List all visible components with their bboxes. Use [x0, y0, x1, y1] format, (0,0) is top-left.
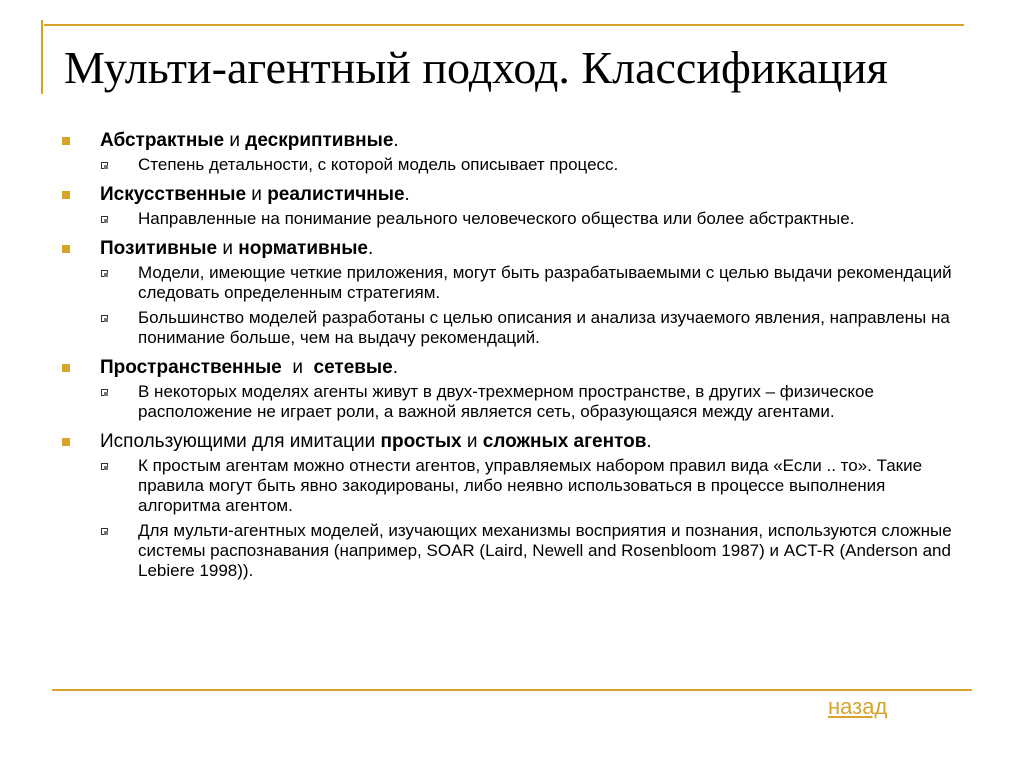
- sub-item-text: К простым агентам можно отнести агентов, управляемых набором правил вида «Если .. то». Такие правила могут быть явно закодированы, либо неявно использоваться в процессе выполнения алгоритма агентом.: [138, 456, 923, 515]
- sub-list: [100, 155, 960, 175]
- term: Искусственные: [100, 184, 247, 205]
- term: реалистичные: [267, 184, 405, 205]
- connector: и: [246, 184, 268, 205]
- item-heading: [100, 357, 960, 379]
- sub-item: [100, 382, 960, 422]
- hollow-square-bullet-icon: [101, 463, 108, 470]
- sub-item: [100, 263, 960, 303]
- bottom-rule: [52, 689, 972, 691]
- punctuation: .: [368, 238, 374, 259]
- punctuation: .: [646, 431, 652, 452]
- term: нормативные: [238, 238, 368, 259]
- square-bullet-icon: [62, 191, 70, 199]
- sub-item-text: Направленные на понимание реального человеческого общества или более абстрактные.: [138, 209, 855, 228]
- sub-item: [100, 456, 960, 516]
- page-title: Мульти-агентный подход. Классификация: [64, 42, 888, 93]
- square-bullet-icon: [62, 364, 70, 372]
- list-item: [60, 184, 960, 229]
- connector: и: [281, 357, 314, 378]
- connector: и: [461, 431, 483, 452]
- item-heading: [100, 184, 960, 206]
- back-link[interactable]: назад: [828, 694, 888, 719]
- square-bullet-icon: [62, 245, 70, 253]
- item-text: Использующими для имитации: [100, 431, 381, 452]
- sub-item: [100, 308, 960, 348]
- punctuation: .: [392, 357, 399, 378]
- bullet-list: [60, 130, 960, 586]
- sub-item-text: Модели, имеющие четкие приложения, могут быть разрабатываемыми с целью выдачи рекомендаций следовать определенным стратегиям.: [138, 263, 952, 302]
- sub-list: [100, 263, 960, 348]
- hollow-square-bullet-icon: [101, 315, 108, 322]
- list-item: [60, 130, 960, 175]
- left-rule: [41, 20, 43, 94]
- list-item: [60, 357, 960, 422]
- sub-item-text: Степень детальности, с которой модель описывает процесс.: [138, 155, 619, 174]
- term: сетевые: [313, 357, 393, 378]
- square-bullet-icon: [62, 137, 70, 145]
- item-heading: [100, 130, 960, 152]
- connector: и: [217, 238, 239, 259]
- punctuation: .: [393, 130, 399, 151]
- sub-item-text: В некоторых моделях агенты живут в двух-трехмерном пространстве, в других – физическое расположение не играет роли, а важной является сеть, образующаяся между агентами.: [138, 382, 874, 421]
- hollow-square-bullet-icon: [101, 216, 108, 223]
- sub-item: [100, 521, 960, 581]
- list-item: [60, 238, 960, 348]
- item-heading: [100, 238, 960, 260]
- item-heading: [100, 431, 960, 453]
- sub-item: [100, 209, 960, 229]
- term: Позитивные: [100, 238, 218, 259]
- term: дескриптивные: [245, 130, 394, 151]
- hollow-square-bullet-icon: [101, 528, 108, 535]
- punctuation: .: [404, 184, 410, 205]
- sub-item-text: Большинство моделей разработаны с целью описания и анализа изучаемого явления, направлены на понимание больше, чем на выдачу рекомендаций.: [138, 308, 950, 347]
- sub-item-text: Для мульти-агентных моделей, изучающих механизмы восприятия и познания, используются сложные системы распознавания (например, SOAR (Laird, Newell and Rosenbloom 1987) и ACT-R (Anderson and Lebiere 1998)).: [138, 521, 952, 580]
- connector: и: [224, 130, 246, 151]
- square-bullet-icon: [62, 438, 70, 446]
- term: Пространственные: [100, 357, 282, 378]
- sub-list: [100, 456, 960, 581]
- sub-item: [100, 155, 960, 175]
- term: простых: [380, 431, 462, 452]
- hollow-square-bullet-icon: [101, 162, 108, 169]
- hollow-square-bullet-icon: [101, 270, 108, 277]
- sub-list: [100, 382, 960, 422]
- top-rule: [44, 24, 964, 26]
- term: сложных агентов: [482, 431, 647, 452]
- hollow-square-bullet-icon: [101, 389, 108, 396]
- sub-list: [100, 209, 960, 229]
- list-item: [60, 431, 960, 581]
- term: Абстрактные: [100, 130, 225, 151]
